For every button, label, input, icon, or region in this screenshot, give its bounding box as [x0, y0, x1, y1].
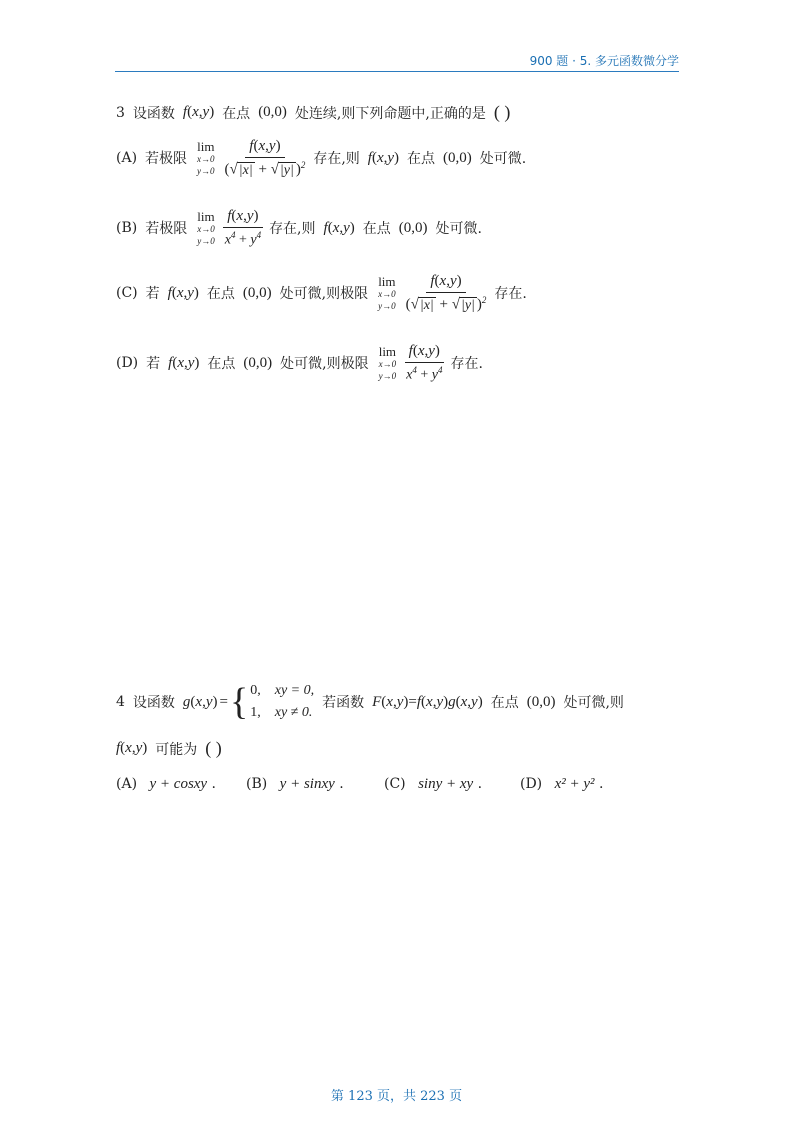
q3-option-b: (B) 若极限 lim x→0 y→0 $\frac{f(x,y)}{x^4 + y^4}$ 存在,则 f ( x , y ) 在点 (0,0) 处可微.	[116, 208, 482, 248]
q3-blank: ( )	[493, 102, 511, 122]
q3-stem: 3 设函数 f ( x , y ) 在点 (0,0) 处连续,则下列命题中,正确的是 ( )	[116, 102, 511, 122]
q3-option-b-text4: 处可微.	[435, 221, 482, 238]
limit-symbol: lim x→0 y→0	[197, 208, 215, 246]
limit-symbol: lim x→0 y→0	[378, 273, 396, 311]
q3-option-d-text3: 处可微,则极限	[280, 356, 369, 373]
q3-option-b-label: (B)	[116, 220, 138, 237]
q3-stem-a: 设函数	[132, 105, 175, 122]
q3-option-d-text1: 若	[146, 356, 161, 373]
q4-number: 4	[116, 694, 125, 710]
q4-stem-d: 处可微,则	[563, 695, 624, 711]
q3-option-c-text3: 处可微,则极限	[279, 286, 369, 303]
limit-fraction: $\frac{f(x,y)}{x^4 + y^4}$	[224, 208, 262, 248]
q3-option-a: (A) 若极限 lim x→0 y→0 $\frac{f(x,y)}{(√|x| + √|y| )^2}$ 存在,则 f ( x , y ) 在点 (0,0) 处可微.	[116, 138, 527, 178]
q4-option-b: (B) y + sinxy .	[246, 776, 344, 792]
q3-option-c-label: (C)	[116, 285, 138, 302]
q4-stem-line2: f ( x , y ) 可能为 ( )	[116, 738, 222, 758]
q4-blank: ( )	[205, 738, 222, 758]
limit-fraction: $\frac{f(x,y)}{(√|x| + √|y| )^2}$	[224, 138, 306, 178]
q3-option-d: (D) 若 f ( x , y ) 在点 (0,0) 处可微,则极限 lim x→0 y→0 $\frac{f(x,y)}{x^4 + y^4}$ 存在.	[116, 343, 483, 383]
q3-option-c-text2: 在点	[206, 286, 235, 303]
limit-fraction: $\frac{f(x,y)}{x^4 + y^4}$	[406, 343, 443, 383]
q3-option-b-text3: 在点	[362, 221, 391, 238]
q3-fxy: f	[182, 104, 188, 120]
q3-option-c-text1: 若	[145, 286, 160, 303]
piecewise-cases: 0, xy = 0, 1, xy ≠ 0.	[250, 683, 315, 720]
q4-stem-line1: 4 设函数 g ( x , y ) = { 0, xy = 0, 1, xy ≠ 0. 若函数 F ( x , y ) = f ( x , y ) g ( x , y ) 在点 (0,0) 处可微,则	[116, 681, 624, 723]
q4-option-a: (A) y + cosxy .	[116, 776, 216, 792]
q4-stem-e: 可能为	[155, 741, 198, 758]
piecewise-brace: {	[229, 681, 249, 723]
q3-stem-c: 处连续,则下列命题中,正确的是	[294, 105, 486, 122]
q3-option-d-label: (D)	[116, 355, 139, 372]
q3-option-a-label: (A)	[116, 150, 138, 167]
q3-number: 3	[116, 104, 125, 121]
header-rule	[115, 71, 679, 72]
limit-symbol: lim x→0 y→0	[197, 138, 215, 176]
limit-symbol: lim x→0 y→0	[378, 343, 397, 381]
q3-option-c: (C) 若 f ( x , y ) 在点 (0,0) 处可微,则极限 lim x→0 y→0 $\frac{f(x,y)}{(√|x| + √|y| )^2}$ 存在.	[116, 273, 527, 313]
q3-stem-b: 在点	[222, 105, 251, 122]
q4-options	[116, 776, 630, 793]
q3-option-a-text2: 存在,则	[313, 151, 360, 168]
q3-option-d-text2: 在点	[207, 356, 236, 373]
running-header: 900 题 · 5. 多元函数微分学	[529, 54, 679, 68]
q3-option-c-text4: 存在.	[494, 286, 527, 303]
page-footer: 第 123 页，共 223 页	[330, 1089, 463, 1104]
limit-fraction: $\frac{f(x,y)}{(√|x| + √|y| )^2}$	[405, 273, 487, 313]
q4-stem-c: 在点	[490, 695, 519, 711]
q4-option-c: (C) siny + xy .	[384, 776, 483, 792]
q3-option-b-text2: 存在,则	[269, 221, 316, 238]
q3-option-a-text4: 处可微.	[479, 151, 527, 168]
q3-point: (0,0)	[258, 104, 287, 120]
q3-option-a-text3: 在点	[407, 151, 436, 168]
q4-option-d: (D) x² + y² .	[520, 776, 604, 792]
q3-option-b-text1: 若极限	[145, 221, 188, 238]
q4-stem-a: 设函数	[132, 695, 175, 711]
q3-option-a-text1: 若极限	[145, 151, 188, 168]
q4-stem-b: 若函数	[322, 695, 365, 711]
q3-option-d-text4: 存在.	[450, 356, 483, 373]
